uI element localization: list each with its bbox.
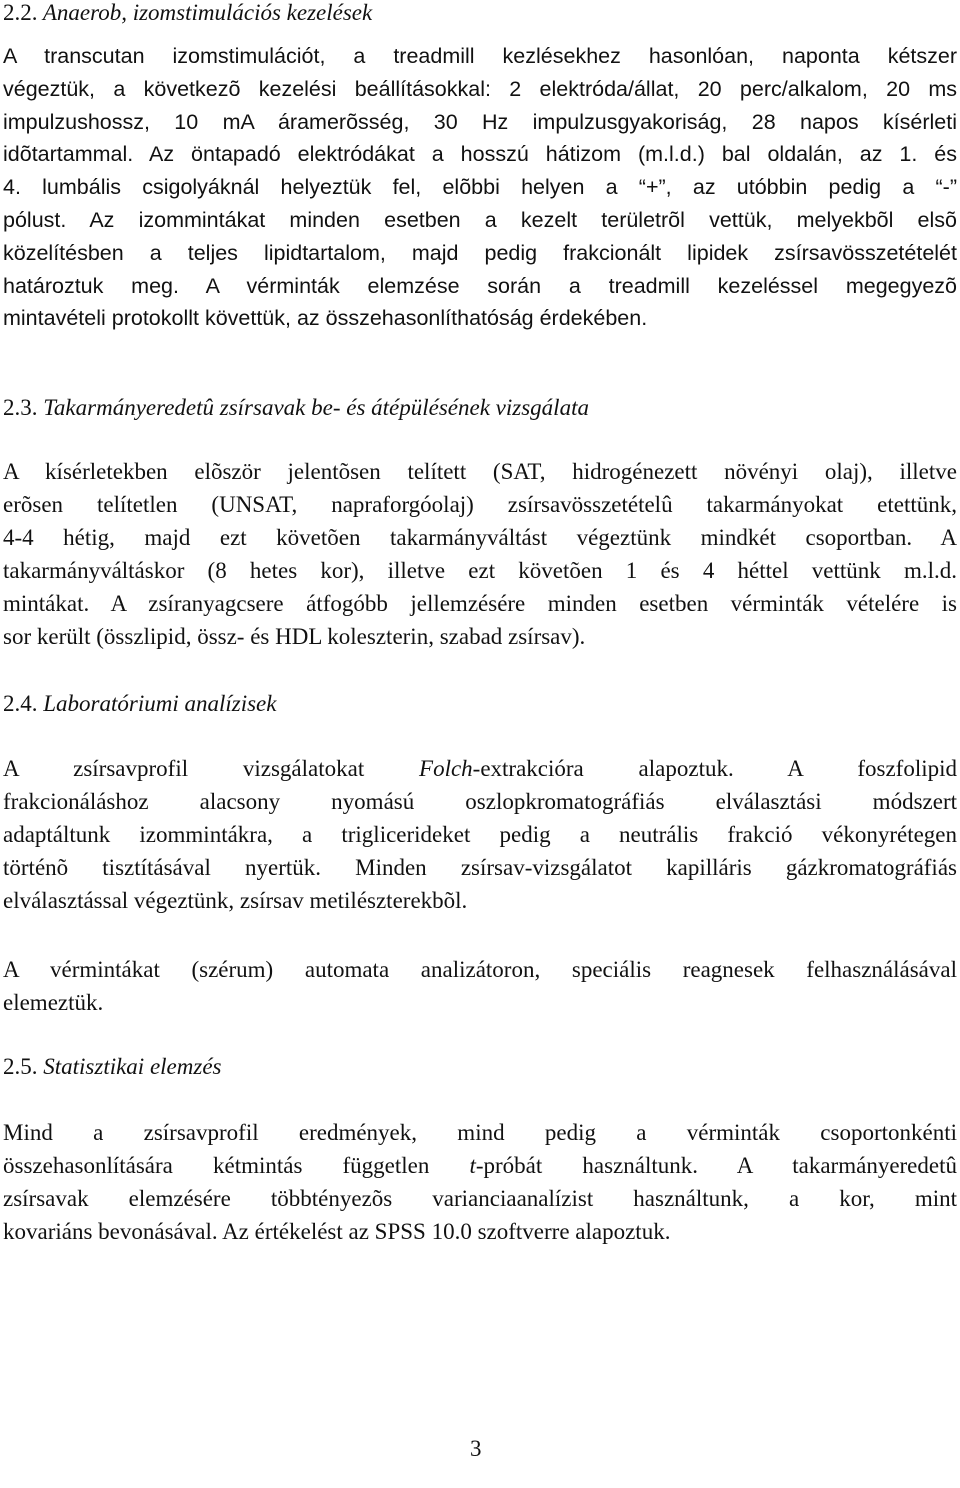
paragraph-line: Mind a zsírsavprofil eredmények, mind pedig a vérminták csoportonkénti [3,1120,957,1145]
section-number: 2.5. [3,1054,38,1079]
paragraph-line: kovariáns bevonásával. Az értékelést az SPSS 10.0 szoftverre alapoztuk. [3,1219,671,1244]
section-title: Takarmányeredetû zsírsavak be- és átépülésének vizsgálata [37,395,589,420]
section-title: Statisztikai elemzés [37,1054,222,1079]
paragraph-line: A vérmintákat (szérum) automata analizátoron, speciális reagnesek felhasználásával [3,957,957,982]
section-2-2-paragraph [3,40,957,335]
section-number: 2.2. [3,0,38,25]
paragraph-line: takarmányváltáskor (8 hetes kor), illetve ezt követõen 1 és 4 héttel vettünk m.l.d. [3,558,957,583]
text-run: -extrakcióra alapoztuk. A foszfolipid [472,756,957,781]
italic-term: Folch [419,756,473,781]
section-2-5-heading [3,1052,221,1082]
paragraph-line: sor került (összlipid, össz- és HDL koleszterin, szabad zsírsav). [3,624,586,649]
section-2-4-heading [3,689,276,719]
paragraph-line [3,1149,957,1182]
section-number: 2.4. [3,691,38,716]
text-run: összehasonlítására kétmintás független [3,1153,470,1178]
paragraph-line [3,752,957,785]
paragraph-line: erõsen telítetlen (UNSAT, napraforgóolaj) zsírsavösszetételû takarmányokat etettünk, [3,492,957,517]
paragraph-line: idõtartammal. Az öntapadó elektródákat a hosszú hátizom (m.l.d.) bal oldalán, az 1. és [3,142,957,167]
section-2-5-paragraph [3,1116,957,1248]
paragraph-line: frakcionáláshoz alacsony nyomású oszlopkromatográfiás elválasztási módszert [3,789,957,814]
paragraph-line: mintákat. A zsíranyagcsere átfogóbb jellemzésére minden esetben vérminták vételére is [3,591,957,616]
paragraph-line: pólust. Az izommintákat minden esetben a kezelt területrõl vettük, melyekbõl elsõ [3,207,957,232]
text-run: -próbát használtunk. A takarmányeredetû [475,1153,957,1178]
paragraph-line: elválasztással végeztünk, zsírsav metilészterekbõl. [3,888,468,913]
paragraph-line: A transcutan izomstimulációt, a treadmill kezlésekhez hasonlóan, naponta kétszer [3,44,957,68]
paragraph-line: 4. lumbális csigolyáknál helyeztük fel, elõbbi helyen a “+”, az utóbbin pedig a “-” [3,175,957,200]
paragraph-line: zsírsavak elemzésére többtényezõs varianciaanalízist használtunk, a kor, mint [3,1186,957,1211]
paragraph-line: A kísérletekben elõször jelentõsen telített (SAT, hidrogénezett növényi olaj), illetve [3,459,957,484]
paragraph-line: elemeztük. [3,990,104,1015]
paragraph-line: közelítésben a teljes lipidtartalom, majd pedig frakcionált lipidek zsírsavösszetételét [3,240,957,265]
paragraph-line: impulzushossz, 10 mA áramerõsség, 30 Hz impulzusgyakoriság, 28 napos kísérleti [3,109,957,134]
section-2-4-paragraph-1 [3,752,957,917]
section-title: Anaerob, izomstimulációs kezelések [37,0,373,25]
paragraph-line: határoztuk meg. A vérminták elemzése során a treadmill kezeléssel megegyezõ [3,273,957,298]
section-2-4-paragraph-2 [3,953,957,1019]
paragraph-line: mintavételi protokollt követtük, az összehasonlíthatóság érdekében. [3,306,648,331]
paragraph-line: adaptáltunk izommintákra, a triglicerideket pedig a neutrális frakció vékonyrétegen [3,822,957,847]
section-2-3-paragraph [3,455,957,653]
section-number: 2.3. [3,395,38,420]
paragraph-line: történõ tisztításával nyertük. Minden zsírsav-vizsgálatot kapilláris gázkromatográfiás [3,855,957,880]
italic-term: t [469,1153,476,1178]
paragraph-line: végeztük, a következõ kezelési beállításokkal: 2 elektróda/állat, 20 perc/alkalom, 20 ms [3,76,957,101]
section-2-2-heading [3,0,372,28]
section-2-3-heading [3,393,589,423]
section-title: Laboratóriumi analízisek [37,691,277,716]
paragraph-line: 4-4 hétig, majd ezt követõen takarmányváltást végeztünk mindkét csoportban. A [3,525,957,550]
page-number: 3 [470,1436,482,1461]
text-run: A zsírsavprofil vizsgálatokat [3,756,420,781]
